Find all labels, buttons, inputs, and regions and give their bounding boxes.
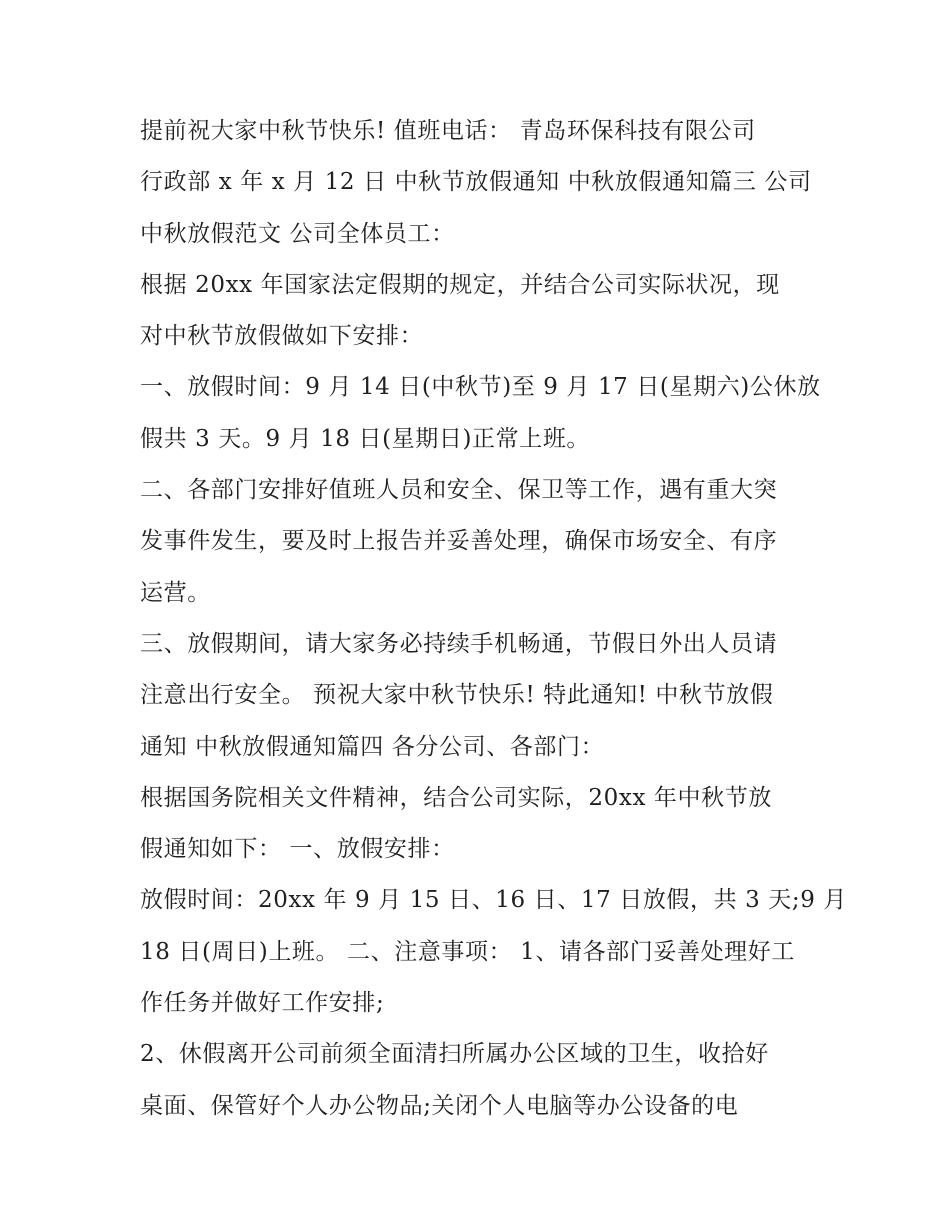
text-line: 通知 中秋放假通知篇四 各分公司、各部门： — [140, 733, 605, 760]
text-line: 根据 20xx 年国家法定假期的规定，并结合公司实际状况，现 — [140, 271, 780, 298]
text-line: 行政部 x 年 x 月 12 日 中秋节放假通知 中秋放假通知篇三 公司 — [140, 169, 812, 196]
text-line: 桌面、保管好个人办公物品;关闭个人电脑等办公设备的电 — [140, 1092, 739, 1119]
text-line: 假通知如下： 一、放假安排： — [140, 836, 455, 863]
text-line: 根据国务院相关文件精神，结合公司实际，20xx 年中秋节放 — [140, 784, 772, 811]
document-body — [140, 106, 847, 1132]
text-line: 放假时间：20xx 年 9 月 15 日、16 日、17 日放假，共 3 天;9 月 — [140, 887, 847, 914]
text-line: 18 日(周日)上班。 二、注意事项： 1、请各部门妥善处理好工 — [140, 938, 795, 965]
text-line: 对中秋节放假做如下安排： — [140, 323, 424, 350]
text-line: 二、各部门安排好值班人员和安全、保卫等工作，遇有重大突 — [140, 477, 778, 504]
text-line: 三、放假期间，请大家务必持续手机畅通，节假日外出人员请 — [140, 630, 778, 657]
text-line: 注意出行安全。 预祝大家中秋节快乐! 特此通知! 中秋节放假 — [140, 682, 774, 709]
text-line: 提前祝大家中秋节快乐! 值班电话： 青岛环保科技有限公司 — [140, 118, 756, 144]
text-line: 假共 3 天。9 月 18 日(星期日)正常上班。 — [140, 425, 591, 452]
text-line: 一、放假时间：9 月 14 日(中秋节)至 9 月 17 日(星期六)公休放 — [140, 374, 821, 401]
text-line: 发事件发生，要及时上报告并妥善处理，确保市场安全、有序 — [140, 528, 778, 555]
text-line: 中秋放假范文 公司全体员工： — [140, 220, 455, 247]
text-line: 作任务并做好工作安排; — [140, 990, 385, 1017]
text-line: 2、休假离开公司前须全面清扫所属办公区域的卫生，收拾好 — [140, 1041, 769, 1068]
text-line: 运营。 — [140, 579, 211, 606]
